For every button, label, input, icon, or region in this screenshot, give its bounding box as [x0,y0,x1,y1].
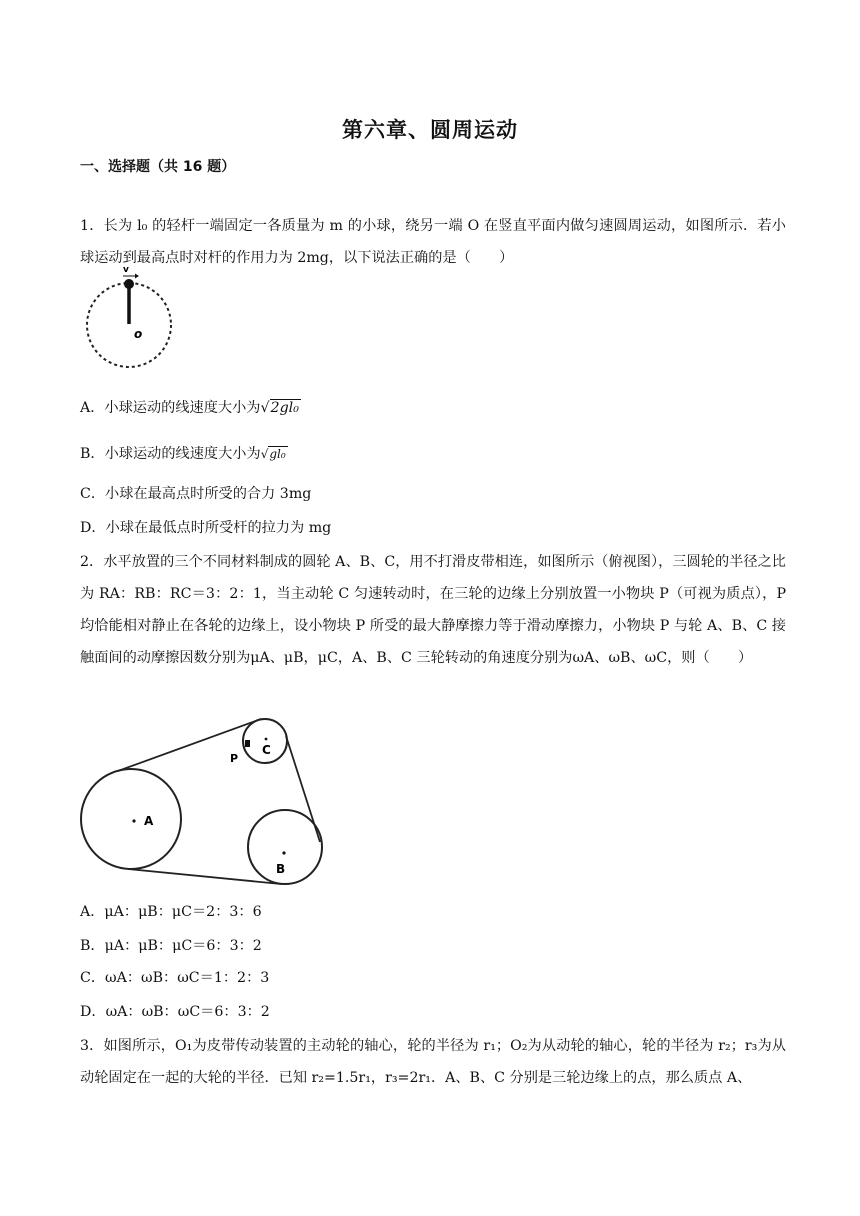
question-2-option-a[interactable]: A．μA：μB：μC＝2：3：6 [80,904,262,920]
question-1-option-a[interactable] [80,398,301,418]
label-a: A [144,814,154,828]
belt-right [286,736,320,842]
question-1-option-d[interactable]: D．小球在最低点时所受杆的拉力为 mg [80,520,332,536]
question-2-option-b[interactable]: B．μA：μB：μC＝6：3：2 [80,938,262,954]
ball-mass [124,279,134,289]
block-p [245,740,250,747]
pivot-o-label: o [134,327,143,341]
option-a-text: A．小球运动的线速度大小为 [80,400,261,416]
belt-top [118,719,261,771]
question-1-option-b[interactable] [80,444,288,464]
chapter-title: 第六章、圆周运动 [342,118,518,142]
question-2-pulley-figure [78,714,328,886]
question-1-figure [82,262,178,374]
label-b: B [276,862,286,876]
radicand: gl₀ [269,447,286,461]
sqrt-expression: √gl₀ [260,447,286,461]
question-2-stem: 2．水平放置的三个不同材料制成的圆轮 A、B、C，用不打滑皮带相连，如图所示（俯视图），三圆轮的半径之比为 RA：RB：RC＝3：2：1，当主动轮 C 匀速转动时，在三轮的边缘上分别放置一小物块 P（可视为质点），P 均恰能相对静止在各轮的边缘上，设小物块 P 所受的最大静摩擦力等于滑动摩擦力，小物块 P 与轮 A、B、C 接触面间的动摩擦因数分别为μA、μB，μC，A、B、C 三轮转动的角速度分别为ωA、ωB、ωC，则（ ） [80,554,786,666]
axis-dot-a [132,819,135,822]
axis-dot-c [265,738,268,741]
section-heading: 一、选择题（共 16 题） [80,159,236,175]
velocity-arrowhead [135,274,139,279]
label-p: P [230,752,239,765]
wheel-a [81,769,181,869]
question-1-stem: 1．长为 l₀ 的轻杆一端固定一各质量为 m 的小球，绕另一端 O 在竖直平面内做匀速圆周运动，如图所示．若小球运动到最高点时对杆的作用力为 2mg，以下说法正确的是（ ） [80,218,786,266]
radicand: 2gl₀ [270,400,299,416]
question-1-option-c[interactable]: C．小球在最高点时所受的合力 3mg [80,486,312,502]
label-c: C [262,743,271,757]
question-2-option-d[interactable]: D．ωA：ωB：ωC＝6：3：2 [80,1004,270,1020]
velocity-label: v [123,265,129,275]
sqrt-expression: √2gl₀ [260,400,299,416]
question-2-option-c[interactable]: C．ωA：ωB：ωC＝1：2：3 [80,970,270,986]
option-b-text: B．小球运动的线速度大小为 [80,446,261,462]
question-3-stem: 3．如图所示，O₁为皮带传动装置的主动轮的轴心，轮的半径为 r₁；O₂为从动轮的轴心，轮的半径为 r₂；r₃为从动轮固定在一起的大轮的半径．已知 r₂=1.5r₁，r₃=2r₁．A、B、C 分别是三轮边缘上的点，那么质点 A、 [80,1038,786,1086]
axis-dot-b [282,851,285,854]
